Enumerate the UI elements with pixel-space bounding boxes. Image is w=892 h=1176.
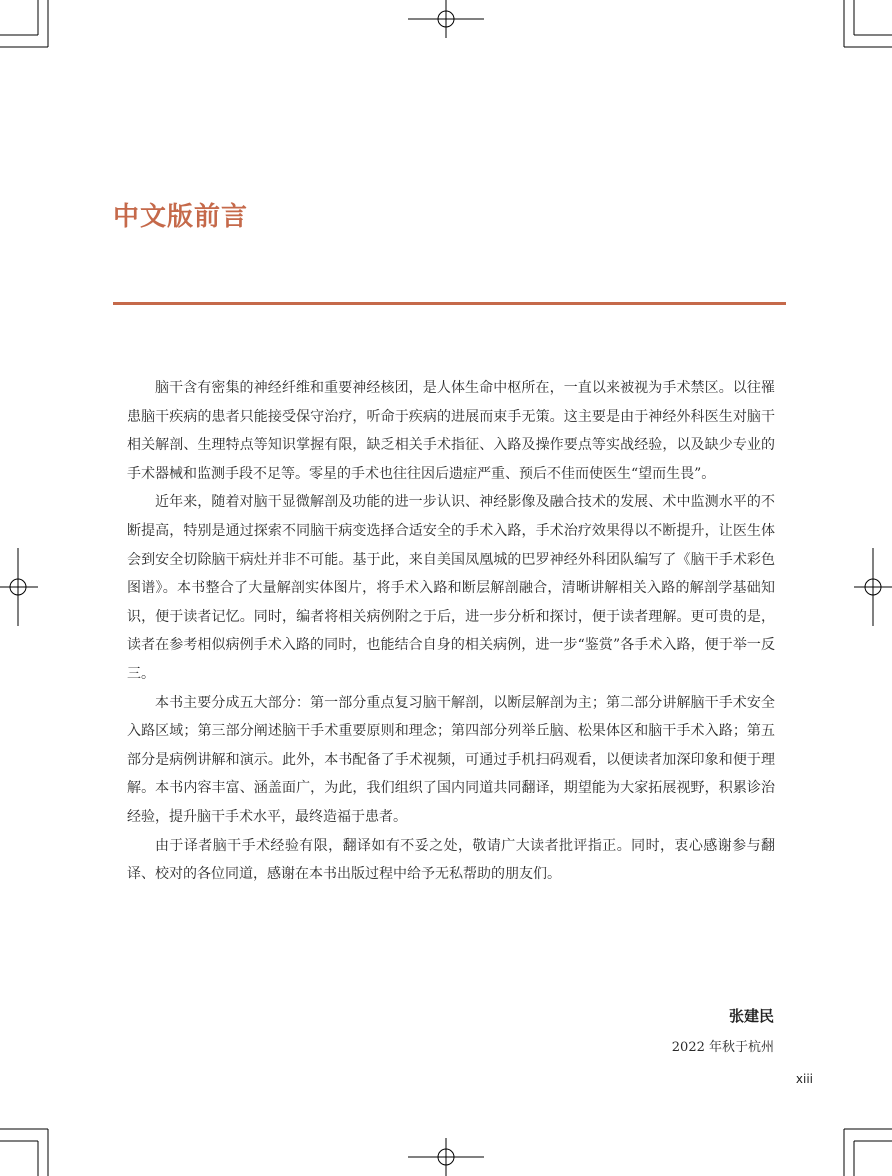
page-title: 中文版前言: [113, 202, 249, 232]
paragraph-4: 由于译者脑干手术经验有限，翻译如有不妥之处，敬请广大读者批评指正。同时，衷心感谢参与翻译、校对的各位同道，感谢在本书出版过程中给予无私帮助的朋友们。: [127, 837, 775, 883]
crop-mark-bottom-left: [0, 1129, 48, 1176]
title-divider: [113, 302, 786, 305]
crop-mark-top-left: [0, 0, 48, 47]
paragraph-3: 本书主要分成五大部分：第一部分重点复习脑干解剖，以断层解剖为主；第二部分讲解脑干手术安全入路区域；第三部分阐述脑干手术重要原则和理念；第四部分列举丘脑、松果体区和脑干手术入路；第五部分是病例讲解和演示。此外，本书配备了手术视频，可通过手机扫码观看，以便读者加深印象和便于理解。本书内容丰富、涵盖面广，为此，我们组织了国内同道共同翻译，期望能为大家拓展视野，积累诊治经验，提升脑干手术水平，最终造福于患者。: [127, 694, 775, 825]
registration-mark-bottom: [408, 1138, 484, 1176]
page-number: xiii: [795, 1072, 813, 1086]
paragraph-2: 近年来，随着对脑干显微解剖及功能的进一步认识、神经影像及融合技术的发展、术中监测水平的不断提高，特别是通过探索不同脑干病变选择合适安全的手术入路，手术治疗效果得以不断提升，让医生体会到安全切除脑干病灶并非不可能。基于此，来自美国凤凰城的巴罗神经外科团队编写了《脑干手术彩色图谱》。本书整合了大量解剖实体图片，将手术入路和断层解剖融合，清晰讲解相关入路的解剖学基础知识，便于读者记忆。同时，编者将相关病例附之于后，进一步分析和探讨，便于读者理解。更可贵的是，读者在参考相似病例手术入路的同时，也能结合自身的相关病例，进一步“鉴赏”各手术入路，便于举一反三。: [127, 494, 775, 682]
crop-mark-bottom-right: [844, 1129, 892, 1176]
author-name: 张建民: [728, 1007, 774, 1025]
registration-mark-left: [0, 548, 38, 626]
registration-mark-right: [854, 548, 892, 626]
signature-block: [672, 1004, 774, 1058]
registration-mark-top: [408, 0, 484, 38]
preface-body: [127, 374, 775, 889]
date-place: 2022 年秋于杭州: [671, 1040, 774, 1055]
paragraph-1: 脑干含有密集的神经纤维和重要神经核团，是人体生命中枢所在，一直以来被视为手术禁区。以往罹患脑干疾病的患者只能接受保守治疗，听命于疾病的进展而束手无策。这主要是由于神经外科医生对脑干相关解剖、生理特点等知识掌握有限，缺乏相关手术指征、入路及操作要点等实战经验，以及缺少专业的手术器械和监测手段不足等。零星的手术也往往因后遗症严重、预后不佳而使医生“望而生畏”。: [127, 380, 775, 482]
crop-mark-top-right: [844, 0, 892, 47]
